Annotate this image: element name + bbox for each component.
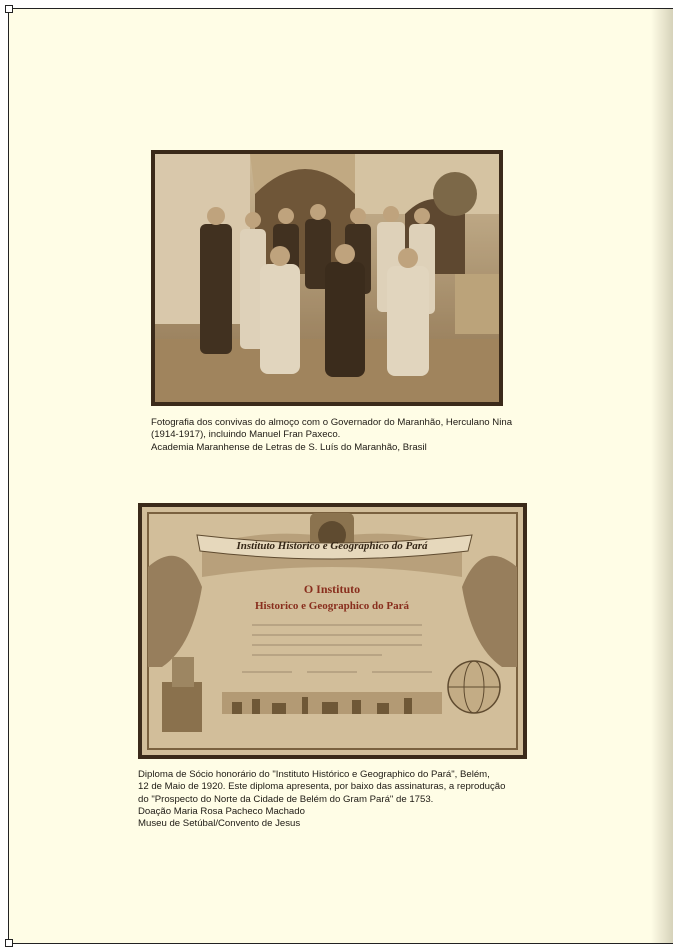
diploma-title-line2: Historico e Geographico do Pará bbox=[255, 600, 409, 612]
caption-line: Fotografia dos convivas do almoço com o Governador do Maranhão, Herculano Nina bbox=[151, 417, 513, 428]
diploma-caption bbox=[138, 769, 505, 830]
crop-mark bbox=[5, 5, 13, 13]
diploma-title-line1: O Instituto bbox=[303, 582, 361, 596]
group-photograph bbox=[151, 150, 503, 406]
diploma-image bbox=[138, 503, 527, 759]
caption-line: 12 de Maio de 1920. Este diploma apresenta, por baixo das assinaturas, a reprodução bbox=[138, 781, 506, 793]
crop-mark bbox=[5, 939, 13, 947]
photo-caption bbox=[151, 417, 512, 454]
caption-line: Doação Maria Rosa Pacheco Machado bbox=[138, 805, 305, 817]
caption-line: Diploma de Sócio honorário do "Instituto Histórico e Geographico do Pará", Belém, bbox=[138, 769, 490, 780]
page-edge-shadow bbox=[651, 9, 673, 943]
caption-line: Museu de Setúbal/Convento de Jesus bbox=[138, 818, 301, 830]
caption-line: Academia Maranhense de Letras de S. Luís do Maranhão, Brasil bbox=[151, 441, 427, 453]
caption-line: (1914-1917), incluindo Manuel Fran Paxeco. bbox=[151, 429, 341, 441]
diploma-banner-text: Instituto Historico e Geographico do Pará bbox=[236, 540, 428, 552]
caption-line: do "Prospecto do Norte da Cidade de Belém do Gram Pará" de 1753. bbox=[138, 793, 434, 805]
